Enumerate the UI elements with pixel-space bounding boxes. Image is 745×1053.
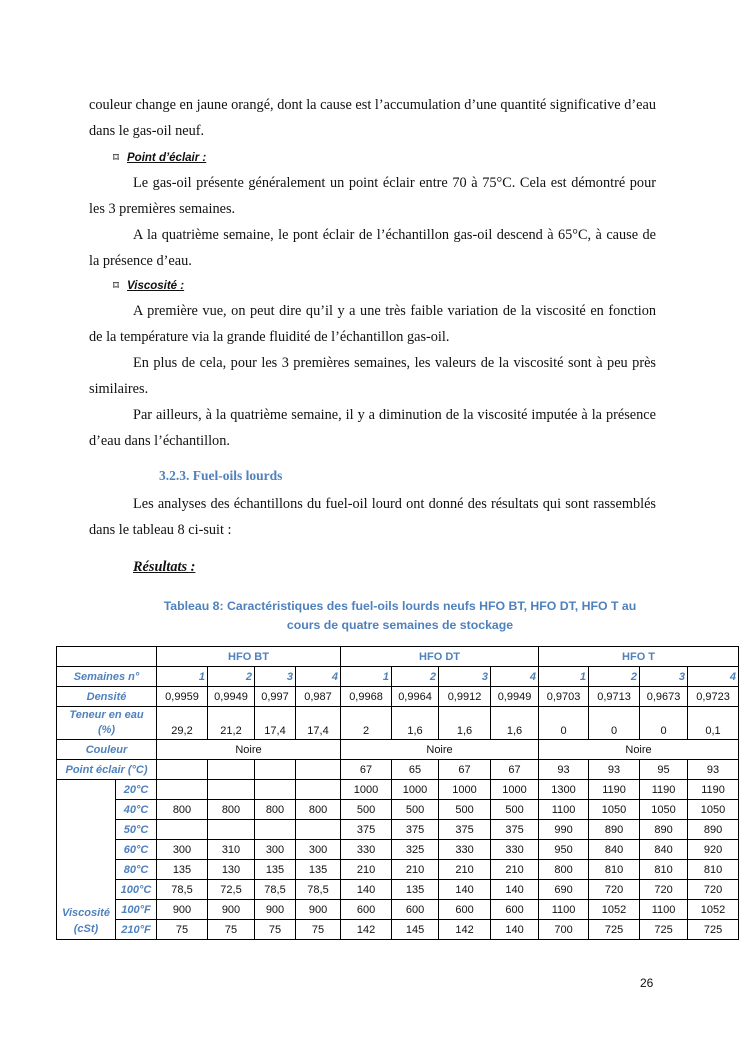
table-cell: 145 <box>392 920 439 940</box>
week-cell: 2 <box>208 667 255 687</box>
table-cell: 0,9949 <box>491 687 539 707</box>
table-cell: 140 <box>491 880 539 900</box>
table-cell: 95 <box>640 760 688 780</box>
table-cell: 0,9703 <box>539 687 589 707</box>
table-cell: 1190 <box>640 780 688 800</box>
table-cell: 1190 <box>589 780 640 800</box>
table-cell: 900 <box>255 900 296 920</box>
table-cell: 330 <box>491 840 539 860</box>
table-row-color <box>57 740 739 760</box>
table-cell: 1100 <box>539 900 589 920</box>
table-cell: 1000 <box>392 780 439 800</box>
week-cell: 4 <box>296 667 341 687</box>
table-cell: 310 <box>208 840 255 860</box>
table-cell: 840 <box>640 840 688 860</box>
table-cell: 1,6 <box>439 707 491 740</box>
table-row-viscosity <box>57 900 739 920</box>
table-cell: 78,5 <box>255 880 296 900</box>
table-row-viscosity <box>57 860 739 880</box>
table-cell: 920 <box>688 840 739 860</box>
table-cell: 135 <box>255 860 296 880</box>
table-caption: Tableau 8: Caractéristiques des fuel-oils lourds neufs HFO BT, HFO DT, HFO T au cours de quatre semaines de stockage <box>163 599 637 632</box>
table-cell <box>157 820 208 840</box>
table-cell: 1300 <box>539 780 589 800</box>
table-cell: 0,9713 <box>589 687 640 707</box>
table-cell: 17,4 <box>296 707 341 740</box>
table-cell: 0,9968 <box>341 687 392 707</box>
week-cell: 1 <box>341 667 392 687</box>
table-cell: 950 <box>539 840 589 860</box>
paragraph-flash-point-1: Le gas-oil présente généralement un point éclair entre 70 à 75°C. Cela est démontré pour les 3 premières semaines. <box>89 175 656 217</box>
table-cell: 65 <box>392 760 439 780</box>
table-cell <box>255 780 296 800</box>
table-cell: 1050 <box>589 800 640 820</box>
table-cell: 21,2 <box>208 707 255 740</box>
fuel-oil-table <box>56 646 739 940</box>
paragraph-viscosity-3: Par ailleurs, à la quatrième semaine, il y a diminution de la viscosité imputée à la présence d’eau dans l’échantillon. <box>89 407 656 449</box>
week-cell: 2 <box>392 667 439 687</box>
table-cell: 800 <box>255 800 296 820</box>
table-cell: 330 <box>341 840 392 860</box>
table-cell: 725 <box>640 920 688 940</box>
week-cell: 3 <box>255 667 296 687</box>
table-cell: 2 <box>341 707 392 740</box>
table-row-density <box>57 687 739 707</box>
table-cell: 300 <box>157 840 208 860</box>
table-row-flash-point <box>57 760 739 780</box>
table-cell: 690 <box>539 880 589 900</box>
table-cell: 140 <box>341 880 392 900</box>
table-cell: 990 <box>539 820 589 840</box>
row-label-water: Teneur en eau (%) <box>57 707 157 740</box>
table-cell <box>208 760 255 780</box>
table-cell: 29,2 <box>157 707 208 740</box>
paragraph-water-color: couleur change en jaune orangé, dont la cause est l’accumulation d’une quantité significative d’eau dans le gas-oil neuf. <box>89 97 656 139</box>
temperature-label: 100°C <box>116 880 157 900</box>
table-cell: 800 <box>157 800 208 820</box>
table-cell: 75 <box>208 920 255 940</box>
table-cell: 78,5 <box>157 880 208 900</box>
table-cell: 210 <box>491 860 539 880</box>
paragraph-viscosity-1: A première vue, on peut dire qu’il y a une très faible variation de la viscosité en fonction de la température via la grande fluidité de l’échantillon gas-oil. <box>89 303 656 345</box>
table-cell: 0,9912 <box>439 687 491 707</box>
table-cell <box>296 760 341 780</box>
table-cell: 500 <box>392 800 439 820</box>
table-cell <box>255 760 296 780</box>
table-cell: 700 <box>539 920 589 940</box>
table-cell: 810 <box>688 860 739 880</box>
table-cell: 1052 <box>589 900 640 920</box>
square-bullet-icon: ⌑ <box>113 152 119 164</box>
table-cell: 1000 <box>341 780 392 800</box>
table-cell: 0,9723 <box>688 687 739 707</box>
table-cell: 67 <box>341 760 392 780</box>
table-cell: 725 <box>589 920 640 940</box>
table-cell: 0,9673 <box>640 687 688 707</box>
row-label-viscosity: Viscosité (cSt) <box>57 780 116 940</box>
table-cell: 67 <box>491 760 539 780</box>
table-cell: 140 <box>439 880 491 900</box>
table-cell: 720 <box>640 880 688 900</box>
week-cell: 2 <box>589 667 640 687</box>
table-cell: 600 <box>392 900 439 920</box>
row-label-color: Couleur <box>57 740 157 760</box>
table-cell: 300 <box>296 840 341 860</box>
table-cell: 890 <box>640 820 688 840</box>
table-cell: 325 <box>392 840 439 860</box>
table-cell: 130 <box>208 860 255 880</box>
table-row-viscosity <box>57 780 739 800</box>
bullet-viscosity: ⌑ Viscosité : <box>113 276 184 296</box>
table-cell: 135 <box>296 860 341 880</box>
table-row-weeks <box>57 667 739 687</box>
week-cell: 1 <box>157 667 208 687</box>
table-cell: 0 <box>640 707 688 740</box>
section-heading: 3.2.3. Fuel-oils lourds <box>159 468 283 483</box>
table-cell: 500 <box>439 800 491 820</box>
table-cell: 0 <box>539 707 589 740</box>
table-row-water <box>57 707 739 740</box>
temperature-label: 80°C <box>116 860 157 880</box>
table-cell: Noire <box>157 740 341 760</box>
table-cell: 75 <box>296 920 341 940</box>
table-header-groups <box>57 647 739 667</box>
table-cell: 375 <box>341 820 392 840</box>
week-cell: 4 <box>491 667 539 687</box>
table-cell: 725 <box>688 920 739 940</box>
table-cell: 210 <box>341 860 392 880</box>
table-cell: 600 <box>491 900 539 920</box>
table-cell <box>208 780 255 800</box>
table-row-viscosity <box>57 920 739 940</box>
table-cell: 1000 <box>491 780 539 800</box>
table-cell: 142 <box>439 920 491 940</box>
table-cell: 140 <box>491 920 539 940</box>
table-cell: 800 <box>208 800 255 820</box>
table-cell: 720 <box>688 880 739 900</box>
table-cell <box>296 780 341 800</box>
table-cell: 0,997 <box>255 687 296 707</box>
paragraph-fuel-oil-intro: Les analyses des échantillons du fuel-oil lourd ont donné des résultats qui sont rassemblés dans le tableau 8 ci-suit : <box>89 496 656 538</box>
table-cell: 93 <box>589 760 640 780</box>
table-cell: 375 <box>392 820 439 840</box>
table-cell: 890 <box>589 820 640 840</box>
table-cell <box>157 760 208 780</box>
table-row-viscosity <box>57 880 739 900</box>
table-cell: 93 <box>539 760 589 780</box>
table-cell: 300 <box>255 840 296 860</box>
row-label-density: Densité <box>57 687 157 707</box>
table-cell: 600 <box>439 900 491 920</box>
table-cell: 0 <box>589 707 640 740</box>
table-cell: 375 <box>439 820 491 840</box>
table-cell: 330 <box>439 840 491 860</box>
results-label: Résultats : <box>133 559 196 575</box>
table-cell: 800 <box>539 860 589 880</box>
table-cell: 500 <box>491 800 539 820</box>
table-cell: 1,6 <box>392 707 439 740</box>
table-cell: 0,987 <box>296 687 341 707</box>
table-cell: 800 <box>296 800 341 820</box>
temperature-label: 60°C <box>116 840 157 860</box>
square-bullet-icon: ⌑ <box>113 280 119 292</box>
table-cell: 1190 <box>688 780 739 800</box>
group-header-hfo-bt: HFO BT <box>157 647 341 667</box>
temperature-label: 20°C <box>116 780 157 800</box>
table-cell: 210 <box>439 860 491 880</box>
week-cell: 1 <box>539 667 589 687</box>
group-header-hfo-t: HFO T <box>539 647 739 667</box>
table-cell: 78,5 <box>296 880 341 900</box>
table-cell: Noire <box>341 740 539 760</box>
paragraph-flash-point-2: A la quatrième semaine, le pont éclair de l’échantillon gas-oil descend à 65°C, à cause de la présence d’eau. <box>89 227 656 269</box>
temperature-label: 40°C <box>116 800 157 820</box>
table-cell: Noire <box>539 740 739 760</box>
row-label-weeks: Semaines n° <box>57 667 157 687</box>
table-cell: 375 <box>491 820 539 840</box>
table-cell: 890 <box>688 820 739 840</box>
table-cell: 810 <box>589 860 640 880</box>
week-cell: 4 <box>688 667 739 687</box>
table-cell: 1100 <box>539 800 589 820</box>
table-cell: 840 <box>589 840 640 860</box>
table-cell: 75 <box>255 920 296 940</box>
table-cell: 1050 <box>640 800 688 820</box>
temperature-label: 100°F <box>116 900 157 920</box>
table-row-viscosity <box>57 820 739 840</box>
table-cell: 600 <box>341 900 392 920</box>
table-cell <box>157 780 208 800</box>
table-cell: 75 <box>157 920 208 940</box>
bullet-flash-point: ⌑ Point d’éclair : <box>113 148 206 168</box>
table-cell: 1052 <box>688 900 739 920</box>
group-header-hfo-dt: HFO DT <box>341 647 539 667</box>
table-cell: 0,1 <box>688 707 739 740</box>
table-cell: 17,4 <box>255 707 296 740</box>
table-cell: 210 <box>392 860 439 880</box>
temperature-label: 210°F <box>116 920 157 940</box>
table-cell: 500 <box>341 800 392 820</box>
table-cell: 900 <box>296 900 341 920</box>
table-cell: 810 <box>640 860 688 880</box>
table-cell: 135 <box>157 860 208 880</box>
table-row-viscosity <box>57 800 739 820</box>
table-cell: 1000 <box>439 780 491 800</box>
week-cell: 3 <box>439 667 491 687</box>
table-cell: 1100 <box>640 900 688 920</box>
table-cell: 135 <box>392 880 439 900</box>
table-row-viscosity <box>57 840 739 860</box>
table-cell: 900 <box>208 900 255 920</box>
table-cell: 1050 <box>688 800 739 820</box>
row-label-flash-point: Point éclair (°C) <box>57 760 157 780</box>
table-cell: 900 <box>157 900 208 920</box>
table-cell: 67 <box>439 760 491 780</box>
table-cell: 0,9949 <box>208 687 255 707</box>
table-cell: 1,6 <box>491 707 539 740</box>
table-cell <box>296 820 341 840</box>
week-cell: 3 <box>640 667 688 687</box>
temperature-label: 50°C <box>116 820 157 840</box>
table-cell <box>255 820 296 840</box>
page-number: 26 <box>640 976 654 990</box>
table-cell: 0,9964 <box>392 687 439 707</box>
table-cell: 72,5 <box>208 880 255 900</box>
table-cell: 142 <box>341 920 392 940</box>
table-cell: 0,9959 <box>157 687 208 707</box>
table-cell: 720 <box>589 880 640 900</box>
table-cell: 93 <box>688 760 739 780</box>
table-cell <box>208 820 255 840</box>
paragraph-viscosity-2: En plus de cela, pour les 3 premières semaines, les valeurs de la viscosité sont à peu près similaires. <box>89 355 656 397</box>
